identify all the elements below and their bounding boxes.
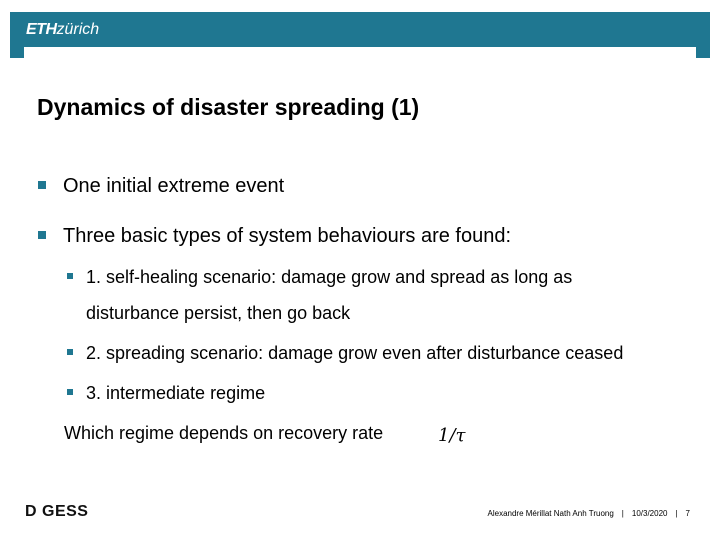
sub-bullet-text: 3. intermediate regime [86,383,266,403]
sub-bullet-item [67,343,623,364]
department-logo: D GESS [25,503,89,520]
page-number: 7 [685,509,690,518]
bullet-text: Three basic types of system behaviours are found: [63,225,512,247]
square-bullet-icon [38,231,46,239]
footer-date: 10/3/2020 [631,509,668,518]
slide-title: Dynamics of disaster spreading (1) [37,94,420,120]
footer-info [488,509,691,518]
sub-bullet-item [67,267,572,288]
logo-zurich: zürich [56,21,100,38]
square-bullet-icon [38,181,46,189]
sub-bullet-text: 1. self-healing scenario: damage grow and spread as long as [86,267,573,287]
sub-bullet-item [67,383,265,404]
bullet-item [38,225,511,248]
bullet-item [38,175,284,198]
recovery-rate-formula: 1/τ [438,425,466,446]
note-text: Which regime depends on recovery rate [64,423,384,443]
footer-author: Alexandre Mérillat Nath Anh Truong [487,509,614,518]
footer-separator: | [621,509,624,518]
sub-bullet-continuation: disturbance persist, then go back [86,303,351,323]
square-bullet-icon [67,389,73,395]
square-bullet-icon [67,349,73,355]
eth-logo [26,20,99,40]
bullet-text: One initial extreme event [63,175,285,197]
sub-bullet-text: 2. spreading scenario: damage grow even after disturbance ceased [86,343,624,363]
logo-eth: ETH [26,21,57,38]
square-bullet-icon [67,273,73,279]
footer-separator: | [675,509,678,518]
header-strip [24,47,696,59]
